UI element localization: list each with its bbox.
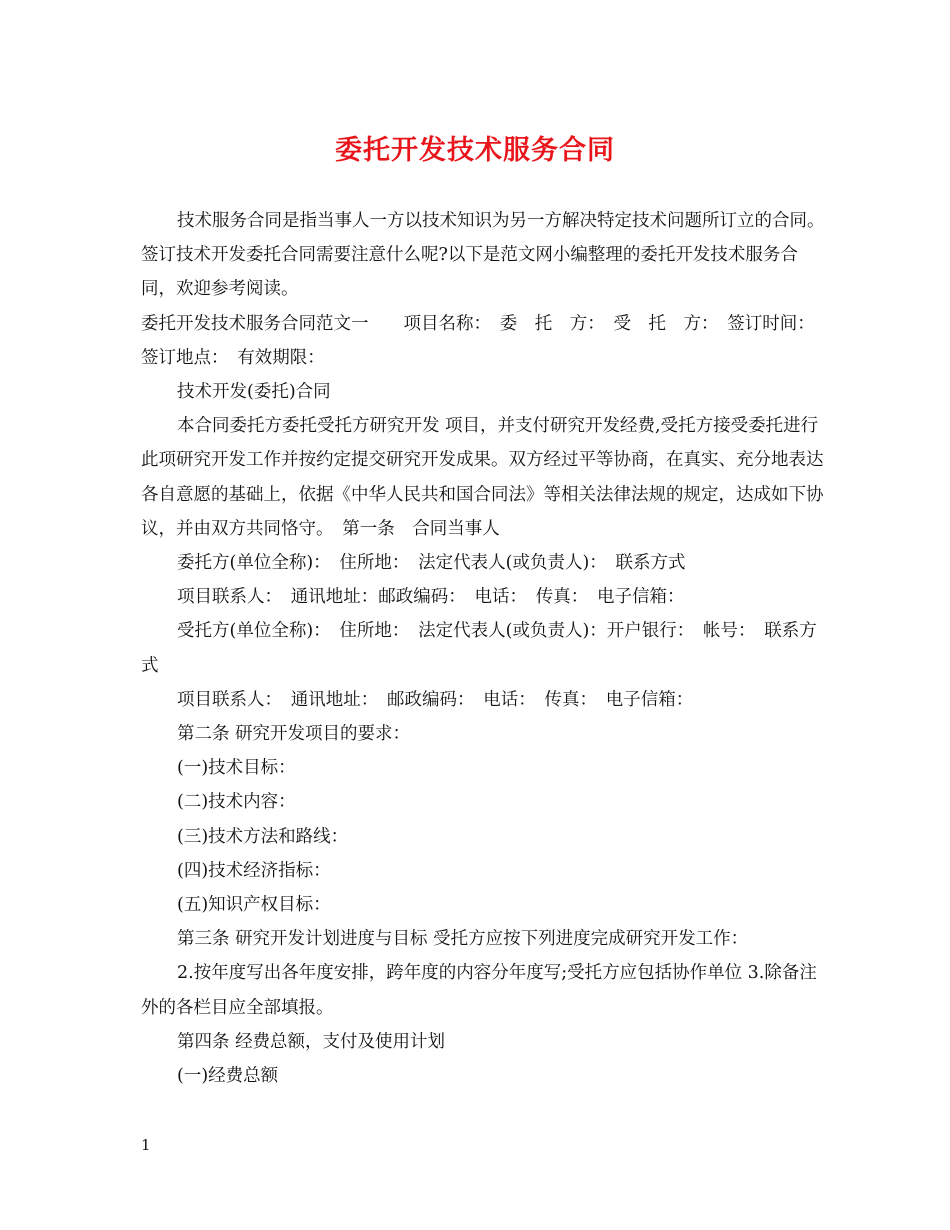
- paragraph-intro: 技术服务合同是指当事人一方以技术知识为另一方解决特定技术问题所订立的合同。签订技术开发委托合同需要注意什么呢?以下是范文网小编整理的委托开发技术服务合同，欢迎参考阅读。: [141, 211, 825, 300]
- list-item: (三)技术方法和路线：: [177, 826, 349, 847]
- section-2-heading: 第二条 研究开发项目的要求：: [177, 724, 411, 745]
- paragraph-client-info: 委托方(单位全称)： 住所地： 法定代表人(或负责人)： 联系方式: [177, 553, 686, 574]
- section-4-heading: 第四条 经费总额，支付及使用计划: [177, 1031, 446, 1052]
- document-title: 委托开发技术服务合同: [335, 135, 615, 166]
- list-item: (五)知识产权目标：: [177, 895, 331, 916]
- list-item: (四)技术经济指标：: [177, 860, 331, 881]
- paragraph-agreement: 本合同委托方委托受托方研究开发 项目，并支付研究开发经费,受托方接受委托进行此项研究开发工作并按约定提交研究开发成果。双方经过平等协商，在真实、充分地表达各自意愿的基础上，依据《中华人民共和国合同法》等相关法律法规的规定，达成如下协议，并由双方共同恪守。 第一条 合同当事人: [141, 416, 824, 539]
- list-item: (一)经费总额: [177, 1066, 279, 1087]
- paragraph-contractor-contact: 项目联系人： 通讯地址： 邮政编码： 电话： 传真： 电子信箱：: [177, 689, 694, 710]
- section-3-heading: 第三条 研究开发计划进度与目标 受托方应按下列进度完成研究开发工作：: [177, 929, 749, 950]
- paragraph-contractor-info: 受托方(单位全称)： 住所地： 法定代表人(或负责人)：开户银行： 帐号： 联系方式: [141, 621, 817, 676]
- paragraph-contract-name: 技术开发(委托)合同: [177, 382, 331, 403]
- paragraph-contract-header: 委托开发技术服务合同范文一 项目名称： 委 托 方： 受 托 方： 签订时间： 签订地点： 有效期限：: [141, 313, 824, 368]
- page-number: 1: [141, 1136, 151, 1154]
- document-body: [141, 204, 826, 1093]
- paragraph-client-contact: 项目联系人： 通讯地址：邮政编码： 电话： 传真： 电子信箱：: [177, 587, 685, 608]
- list-item: (一)技术目标：: [177, 758, 296, 779]
- list-item: (二)技术内容：: [177, 792, 296, 813]
- paragraph-schedule-note: 2.按年度写出各年度安排，跨年度的内容分年度写;受托方应包括协作单位 3.除备注外的各栏目应全部填报。: [141, 963, 817, 1018]
